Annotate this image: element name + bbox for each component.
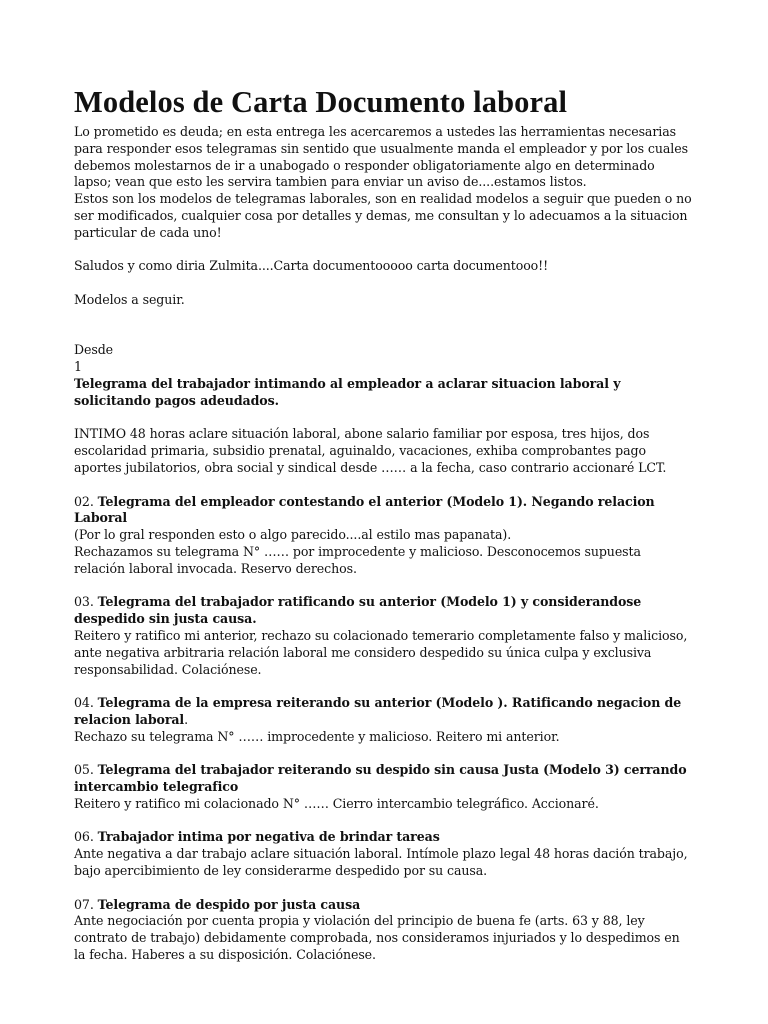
model-item-6: [74, 829, 694, 879]
intro-paragraph-1: Lo prometido es deuda; en esta entrega les acercaremos a ustedes las herramientas necesarias para responder esos telegramas sin sentido que usualmente manda el empleador y por los cuales debemos molestarnos de ir a unabogado o responder obligatoriamente algo en determinado lapso; vean que esto les servira tambien para enviar un aviso de....estamos listos.: [74, 124, 688, 190]
model-item-4: 04. Telegrama de la empresa reiterando su anterior (Modelo ). Ratificando negacion de relacion laboral. Rechazo su telegrama N° …… improcedente y malicioso. Reitero mi anterior.: [74, 695, 694, 745]
model-item-1: [74, 359, 694, 477]
model-item-7: [74, 897, 694, 964]
document-page: [74, 84, 694, 964]
model-title: Trabajador intima por negativa de brindar tareas: [97, 829, 440, 845]
greeting-text: Saludos y como diria Zulmita....Carta documentooooo carta documentooo!!: [74, 258, 549, 274]
model-number: 05.: [74, 762, 94, 778]
desde-label: Desde: [74, 342, 114, 358]
model-number: 04.: [74, 695, 94, 711]
model-item-5: [74, 762, 694, 812]
model-item-3: [74, 594, 694, 678]
document-title: Modelos de Carta Documento laboral: [74, 85, 568, 119]
model-text: Ante negativa a dar trabajo aclare situación laboral. Intímole plazo legal 48 horas dación trabajo, bajo apercibimiento de ley considerarme despedido por su causa.: [74, 846, 688, 879]
model-title: Telegrama del trabajador intimando al empleador a aclarar situacion laboral y solicitando pagos adeudados.: [74, 375, 621, 408]
model-title: Telegrama del trabajador reiterando su despido sin causa Justa (Modelo 3) cerrando intercambio telegrafico: [74, 762, 687, 795]
model-text: Ante negociación por cuenta propia y violación del principio de buena fe (arts. 63 y 88, ley contrato de trabajo) debidamente comprobada, nos consideramos injuriados y lo despedimos en la fecha. Haberes a su disposición. Colaciónese.: [74, 913, 680, 963]
model-number: 1: [74, 359, 82, 375]
intro-paragraph-2: Estos son los modelos de telegramas laborales, son en realidad modelos a seguir que pueden o no ser modificados, cualquier cosa por detalles y demas, me consultan y lo adecuamos a la situacion particular de cada uno!: [74, 191, 692, 240]
model-number: 07.: [74, 896, 94, 912]
model-number: 06.: [74, 829, 94, 845]
model-item-2: [74, 494, 694, 578]
model-text: Rechazamos su telegrama N° …… por improcedente y malicioso. Desconocemos supuesta relación laboral invocada. Reservo derechos.: [74, 543, 641, 576]
model-number: 02.: [74, 493, 94, 509]
models-intro-text: Modelos a seguir.: [74, 291, 185, 307]
model-note: (Por lo gral responden esto o algo parecido....al estilo mas papanata).: [74, 527, 512, 543]
model-title: Telegrama de despido por justa causa: [97, 896, 361, 912]
model-number: 03.: [74, 594, 94, 610]
model-title: Telegrama de la empresa reiterando su anterior (Modelo ). Ratificando negacion de relacion laboral: [74, 695, 682, 727]
model-title: Telegrama del trabajador ratificando su anterior (Modelo 1) y considerandose despedido sin justa causa.: [74, 594, 642, 627]
model-title: Telegrama del empleador contestando el anterior (Modelo 1). Negando relacion Laboral: [74, 493, 655, 526]
model-text: Reitero y ratifico mi anterior, rechazo su colacionado temerario completamente falso y malicioso, ante negativa arbitraria relación laboral me considero despedido su única culpa y exclusiva responsabilidad. Colaciónese.: [74, 627, 688, 677]
model-text: INTIMO 48 horas aclare situación laboral, abone salario familiar por esposa, tres hijos, dos escolaridad primaria, subsidio prenatal, aguinaldo, vacaciones, exhiba comprobantes pago aportes jubilatorios, obra social y sindical desde …… a la fecha, caso contrario accionaré LCT.: [74, 426, 667, 475]
model-text: Rechazo su telegrama N° …… improcedente y malicioso. Reitero mi anterior.: [74, 728, 560, 744]
document-body: [74, 124, 694, 964]
model-text: Reitero y ratifico mi colacionado N° …… Cierro intercambio telegráfico. Accionaré.: [74, 795, 599, 811]
